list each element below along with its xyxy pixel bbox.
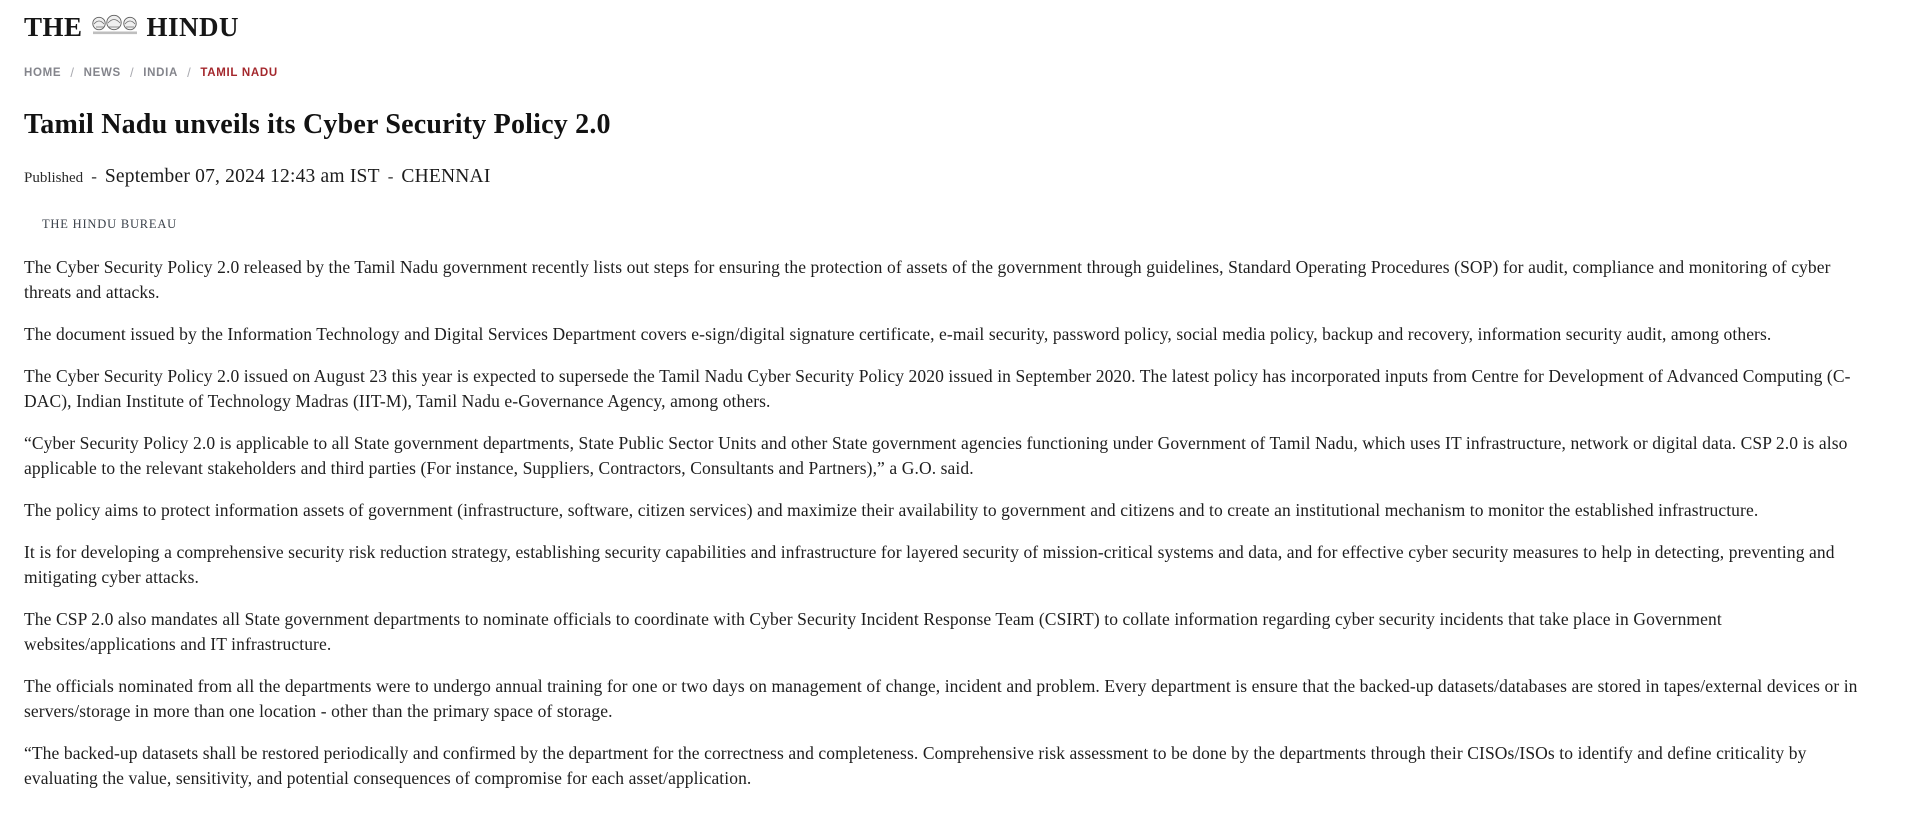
published-label: Published — [24, 170, 84, 186]
breadcrumb-item-news[interactable]: NEWS — [83, 66, 121, 79]
published-datetime: September 07, 2024 12:43 am IST — [104, 166, 380, 187]
article-title: Tamil Nadu unveils its Cyber Security Policy 2.0 — [24, 109, 611, 140]
author-byline[interactable]: THE HINDU BUREAU — [42, 217, 178, 231]
article-paragraph: The policy aims to protect information assets of government (infrastructure, software, citizen services) and maximize their availability to government and citizens and to create an institutional mechanism to monitor the established infrastructure. — [24, 500, 1759, 520]
masthead-word-the: THE — [24, 12, 83, 42]
breadcrumb-separator: / — [70, 65, 75, 80]
breadcrumb-separator: / — [129, 65, 135, 80]
masthead-logo[interactable] — [24, 0, 239, 42]
article-paragraph: The Cyber Security Policy 2.0 issued on August 23 this year is expected to supersede the Tamil Nadu Cyber Security Policy 2020 issued in September 2020. The latest policy has incorporated inputs from Centre for Development of Advanced Computing (C-DAC), Indian Institute of Technology Madras (IIT-M), Tamil Nadu e-Governance Agency, among others. — [24, 366, 1851, 411]
breadcrumb-item-india[interactable]: INDIA — [143, 66, 179, 79]
masthead-word-hindu: HINDU — [146, 12, 240, 42]
breadcrumb-item-home[interactable]: HOME — [24, 66, 62, 79]
hindu-crest-icon — [90, 13, 140, 42]
breadcrumb-item-tamil-nadu[interactable]: TAMIL NADU — [200, 66, 278, 79]
article-paragraph: It is for developing a comprehensive security risk reduction strategy, establishing security capabilities and infrastructure for layered security of mission-critical systems and data, and for effective cyber security measures to help in detecting, preventing and mitigating cyber attacks. — [24, 542, 1835, 587]
article-paragraph: “The backed-up datasets shall be restored periodically and confirmed by the department for the correctness and completeness. Comprehensive risk assessment to be done by the departments through their CISOs/ISOs to identify and define criticality by evaluating the value, sensitivity, and potential consequences of compromise for each asset/application. — [24, 743, 1807, 788]
location-dash: - — [387, 167, 394, 186]
article-paragraph: The officials nominated from all the departments were to undergo annual training for one or two days on management of change, incident and problem. Every department is ensure that the backed-up datasets/databases are stored in tapes/external devices or in servers/storage in more than one location - other than the primary space of storage. — [24, 676, 1858, 721]
article-paragraph: The CSP 2.0 also mandates all State government departments to nominate officials to coordinate with Cyber Security Incident Response Team (CSIRT) to collate information regarding cyber security incidents that take place in Government websites/applications and IT infrastructure. — [24, 609, 1722, 654]
breadcrumb-separator: / — [187, 65, 192, 80]
article-body — [24, 255, 1875, 791]
article-paragraph: The Cyber Security Policy 2.0 released by the Tamil Nadu government recently lists out steps for ensuring the protection of assets of the government through guidelines, Standard Operating Procedures (SOP) for audit, compliance and monitoring of cyber threats and attacks. — [24, 257, 1831, 302]
published-location: CHENNAI — [401, 166, 491, 187]
published-dash: - — [91, 167, 97, 186]
article-paragraph: The document issued by the Information Technology and Digital Services Department covers e-sign/digital signature certificate, e-mail security, password policy, social media policy, backup and recovery, information security audit, among others. — [24, 324, 1772, 344]
breadcrumb — [24, 65, 1875, 80]
article-paragraph: “Cyber Security Policy 2.0 is applicable to all State government departments, State Public Sector Units and other State government agencies functioning under Government of Tamil Nadu, which uses IT infrastructure, network or digital data. CSP 2.0 is also applicable to the relevant stakeholders and third parties (For instance, Suppliers, Contractors, Consultants and Partners),” a G.O. said. — [24, 433, 1848, 478]
publish-line — [24, 166, 1875, 188]
